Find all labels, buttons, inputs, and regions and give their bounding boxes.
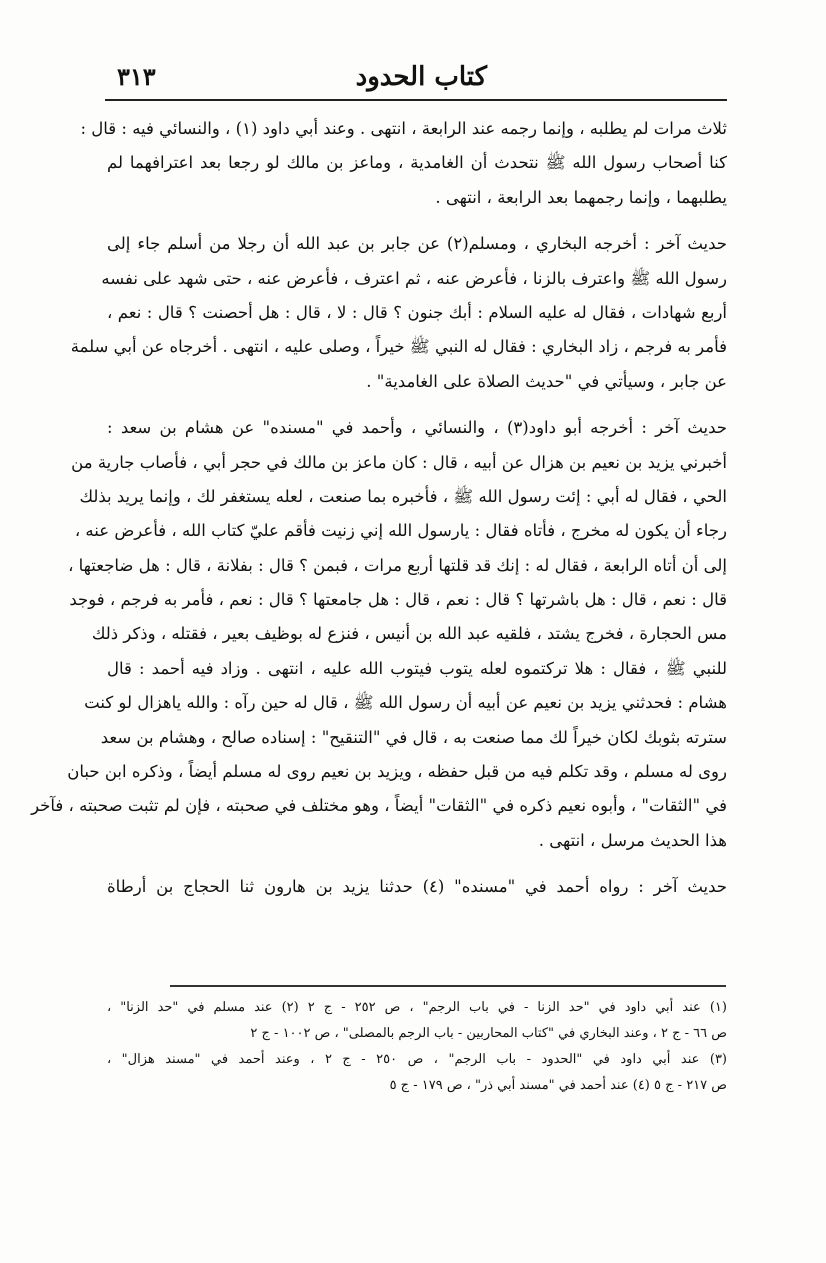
page-header	[107, 60, 727, 98]
hadith-heading-line: حديث آخر : رواه أحمد في "مسنده" (٤) حدثنا يزيد بن هارون ثنا الحجاج بن أرطاة	[107, 877, 727, 897]
text-line: عن جابر ، وسيأتي في "حديث الصلاة على الغامدية" .	[366, 371, 727, 391]
text-line: كنا أصحاب رسول الله ﷺ نتحدث أن الغامدية ، وماعز بن مالك لو رجعا بعد اعترافهما لم	[107, 153, 727, 173]
text-line: ثلاث مرات لم يطلبه ، وإنما رجمه عند الرابعة ، انتهى . وعند أبي داود (١) ، والنسائي فيه : قال :	[80, 119, 727, 138]
text-line: هذا الحديث مرسل ، انتهى .	[538, 830, 727, 850]
hadith-heading-line: حديث آخر : أخرجه أبو داود(٣) ، والنسائي ، وأحمد في "مسنده" عن هشام بن سعد :	[107, 418, 727, 438]
text-line: رجاء أن يكون له مخرج ، فأتاه فقال : يارسول الله إني زنيت فأقم عليّ كتاب الله ، فأعرض عنه ،	[74, 521, 727, 541]
text-line: مس الحجارة ، فخرج يشتد ، فلقيه عبد الله بن أنيس ، فنزع له بوظيف بعير ، فقتله ، وذكر ذلك	[91, 624, 727, 644]
text-line: سترته بثوبك لكان خيراً لك مما صنعت به ، قال في "التنقيح" : إسناده صالح ، وهشام بن سعد	[100, 727, 727, 747]
text-line: أربع شهادات ، فقال له عليه السلام : أبك جنون ؟ قال : لا ، قال : هل أحصنت ؟ قال : نعم ،	[107, 302, 727, 322]
main-text	[31, 112, 727, 905]
footnote-line: ص ٢١٧ - ج ٥ (٤) عند أحمد في "مسند أبي ذر" ، ص ١٧٩ - ج ٥	[389, 1078, 727, 1093]
footnotes	[107, 995, 727, 1099]
text-line: أخبرني يزيد بن نعيم بن هزال عن أبيه ، قال : كان ماعز بن مالك في حجر أبي ، فأصاب جارية من	[71, 452, 727, 472]
page-number: ٣١٣	[117, 62, 156, 91]
running-title: كتاب الحدود	[355, 62, 487, 92]
text-line: الحي ، فقال له أبي : إئت رسول الله ﷺ ، فأخبره بما صنعت ، لعله يستغفر لك ، وإنما يريد بذلك	[79, 486, 727, 506]
text-line: روى له مسلم ، وقد تكلم فيه من قبل حفظه ، ويزيد بن نعيم روى له مسلم أيضاً ، وذكره ابن حبان	[67, 762, 727, 782]
footnote-line: ص ٦٦ - ج ٢ ، وعند البخاري في "كتاب المحاربين - باب الرجم بالمصلى" ، ص ١٠٠٢ - ج ٢	[250, 1026, 727, 1041]
text-line: للنبي ﷺ ، فقال : هلا تركتموه لعله يتوب فيتوب الله عليه ، انتهى . وزاد فيه أحمد : قال	[107, 658, 727, 678]
text-line: رسول الله ﷺ واعترف بالزنا ، فأعرض عنه ، ثم اعترف ، فأعرض عنه ، حتى شهد على نفسه	[101, 268, 727, 288]
footnote-line: (٣) عند أبي داود في "الحدود - باب الرجم" ، ص ٢٥٠ - ج ٢ ، وعند أحمد في "مسند هزال" ،	[107, 1052, 727, 1067]
footnote-rule	[170, 985, 726, 987]
hadith-heading-line: حديث آخر : أخرجه البخاري ، ومسلم(٢) عن جابر بن عبد الله أن رجلا من أسلم جاء إلى	[107, 234, 727, 254]
text-line: قال : نعم ، قال : هل باشرتها ؟ قال : نعم ، قال : هل جامعتها ؟ قال : نعم ، فأمر به فرجم ، فوجد	[69, 590, 727, 610]
footnote-line: (١) عند أبي داود في "حد الزنا - في باب الرجم" ، ص ٢٥٢ - ج ٢ (٢) عند مسلم في "حد الزنا" ،	[107, 1000, 727, 1015]
text-line: يطلبهما ، وإنما رجمهما بعد الرابعة ، انتهى .	[435, 187, 727, 207]
text-line: فأمر به فرجم ، زاد البخاري : فقال له النبي ﷺ خيراً ، وصلى عليه ، انتهى . أخرجاه عن أبي سلمة	[70, 337, 727, 357]
text-line: في "الثقات" ، وأبوه نعيم ذكره في "الثقات" أيضاً ، وهو مختلف في صحبته ، فإن لم تثبت صحبته ، فآخر	[31, 796, 727, 816]
header-rule	[105, 99, 727, 101]
text-line: هشام : فحدثني يزيد بن نعيم عن أبيه أن رسول الله ﷺ ، قال له حين رآه : والله ياهزال لو كنت	[84, 693, 727, 713]
text-line: إلى أن أتاه الرابعة ، فقال له : إنك قد قلتها أربع مرات ، فبمن ؟ قال : بفلانة ، قال : هل ضاجعتها ،	[68, 555, 727, 575]
